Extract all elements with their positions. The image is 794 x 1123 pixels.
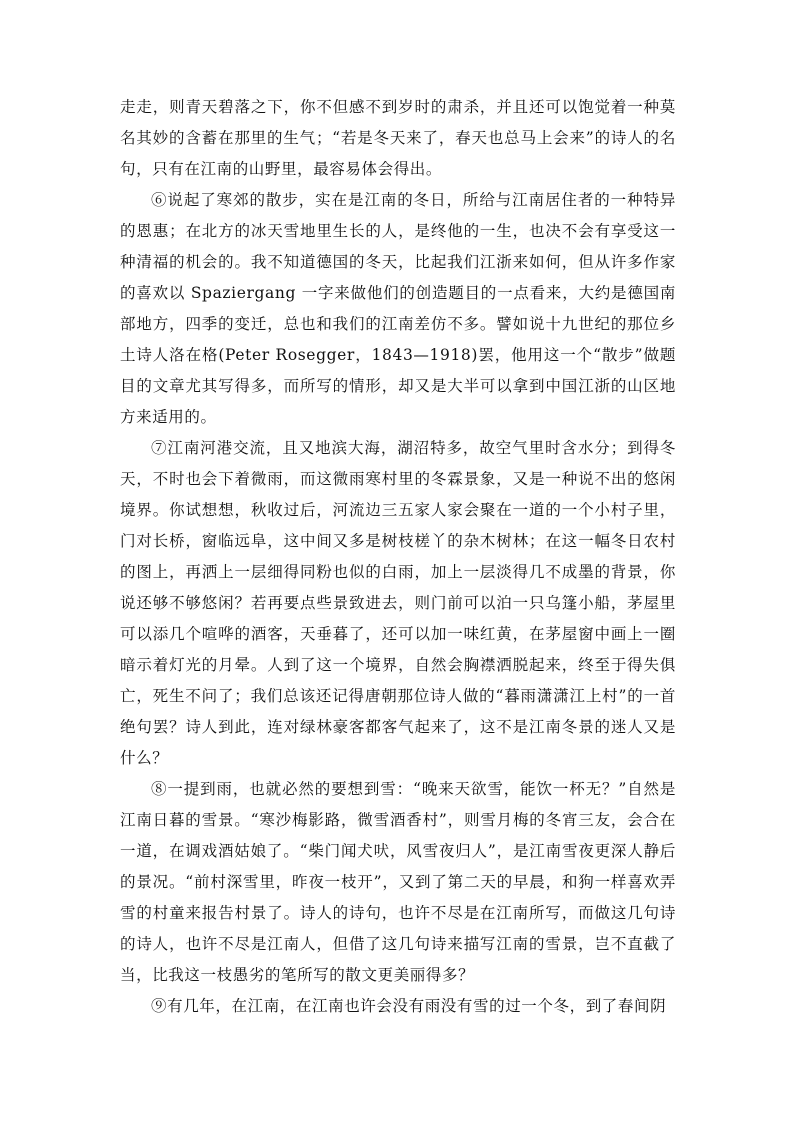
paragraph-6: ⑥说起了寒郊的散步，实在是江南的冬日，所给与江南居住者的一种特异的恩惠；在北方的冰天雪地里生长的人，是终他的一生，也决不会有享受这一种清福的机会的。我不知道德国的冬天，比起我们江浙来如何，但从许多作家的喜欢以 Spaziergang 一字来做他们的创造题目的一点看来，大约是德国南部地方，四季的变迁，总也和我们的江南差仿不多。譬如说十九世纪的那位乡土诗人洛在格(Peter Rosegger，1843—1918)罢，他用这一个“散步”做题目的文章尤其写得多，而所写的情形，却又是大半可以拿到中国江浙的山区地方来适用的。	[120, 191, 676, 426]
paragraph-5-continued: 走走，则青天碧落之下，你不但感不到岁时的肃杀，并且还可以饱觉着一种莫名其妙的含蓄在那里的生气；“若是冬天来了，春天也总马上会来”的诗人的名句，只有在江南的山野里，最容易体会得出。	[120, 98, 676, 178]
document-page	[120, 92, 676, 1022]
paragraph-9-start: ⑨有几年，在江南，在江南也许会没有雨没有雪的过一个冬，到了春间阴	[151, 997, 667, 1015]
paragraph-7: ⑦江南河港交流，且又地滨大海，湖沼特多，故空气里时含水分；到得冬天，不时也会下着微雨，而这微雨寒村里的冬霖景象，又是一种说不出的悠闲境界。你试想想，秋收过后，河流边三五家人家会聚在一道的一个小村子里，门对长桥，窗临远阜，这中间又多是树枝槎丫的杂木树林；在这一幅冬日农村的图上，再洒上一层细得同粉也似的白雨，加上一层淡得几不成墨的背景，你说还够不够悠闲？若再要点些景致进去，则门前可以泊一只乌篷小船，茅屋里可以添几个喧哗的酒客，天垂暮了，还可以加一味红黄，在茅屋窗中画上一圈暗示着灯光的月晕。人到了这一个境界，自然会胸襟洒脱起来，终至于得失俱亡，死生不问了；我们总该还记得唐朝那位诗人做的“暮雨潇潇江上村”的一首绝句罢？诗人到此，连对绿林豪客都客气起来了，这不是江南冬景的迷人又是什么？	[120, 439, 676, 767]
paragraph-8: ⑧一提到雨，也就必然的要想到雪：“晚来天欲雪，能饮一杯无？”自然是江南日暮的雪景。“寒沙梅影路，微雪酒香村”，则雪月梅的冬宵三友，会合在一道，在调戏酒姑娘了。“柴门闻犬吠，风雪夜归人”，是江南雪夜更深人静后的景况。“前村深雪里，昨夜一枝开”，又到了第二天的早晨，和狗一样喜欢弄雪的村童来报告村景了。诗人的诗句，也许不尽是在江南所写，而做这几句诗的诗人，也许不尽是江南人，但借了这几句诗来描写江南的雪景，岂不直截了当，比我这一枝愚劣的笔所写的散文更美丽得多？	[120, 780, 676, 984]
